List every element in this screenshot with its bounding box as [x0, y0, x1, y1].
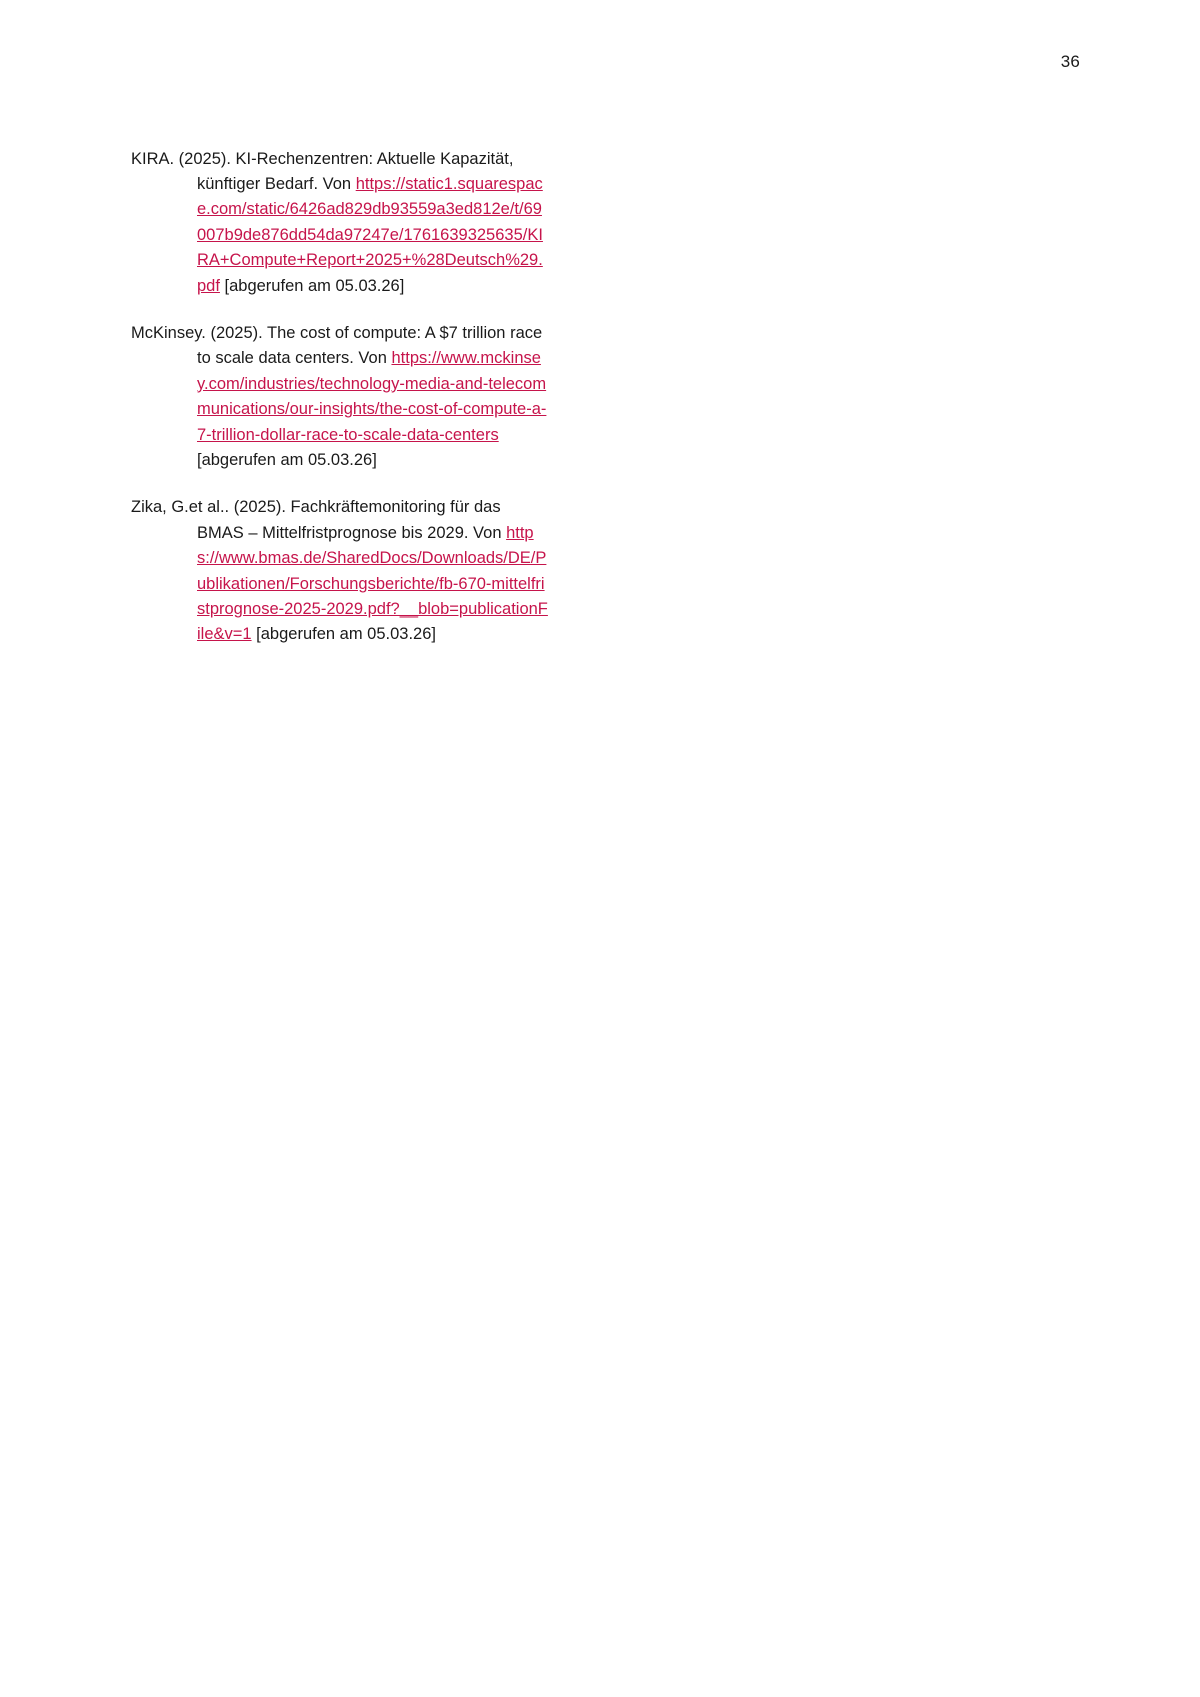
list-item: [131, 495, 551, 647]
reference-text-suffix: [abgerufen am 05.03.26]: [251, 625, 436, 644]
list-item: [131, 321, 551, 473]
reference-list: [131, 130, 551, 648]
reference-text-suffix: [abgerufen am 05.03.26]: [219, 276, 405, 295]
reference-text-suffix: [abgerufen am 05.03.26]: [197, 450, 377, 469]
reference-link[interactable]: https://static1.squarespace.com/static/6426ad829db93559a3ed812e/t/69007b9de876dd54da97247e/1761639325635/KIRA+Compute+Report+2025+%28Deutsch%29.pdf: [197, 174, 543, 295]
reference-link[interactable]: https://www.bmas.de/SharedDocs/Downloads/DE/Publikationen/Forschungsberichte/fb-670-mittelfristprognose-2025-2029.pdf?__blob=publicationFile&v=1: [197, 523, 548, 644]
list-item: [131, 147, 551, 299]
reference-text-prefix: KIRA. (2025). KI-Rechenzentren: Aktuelle Kapazität, künftiger Bedarf. Von: [131, 149, 514, 193]
page-number: 36: [1060, 52, 1080, 71]
reference-link[interactable]: https://www.mckinsey.com/industries/technology-media-and-telecommunications/our-insights/the-cost-of-compute-a-7-trillion-dollar-race-to-scale-data-centers: [197, 349, 547, 444]
reference-text-prefix: McKinsey. (2025). The cost of compute: A $7 trillion race to scale data centers. Von: [131, 323, 543, 368]
reference-text-prefix: Zika, G.et al.. (2025). Fachkräftemonitoring für das BMAS – Mittelfristprognose bis 2029. Von: [131, 498, 507, 542]
